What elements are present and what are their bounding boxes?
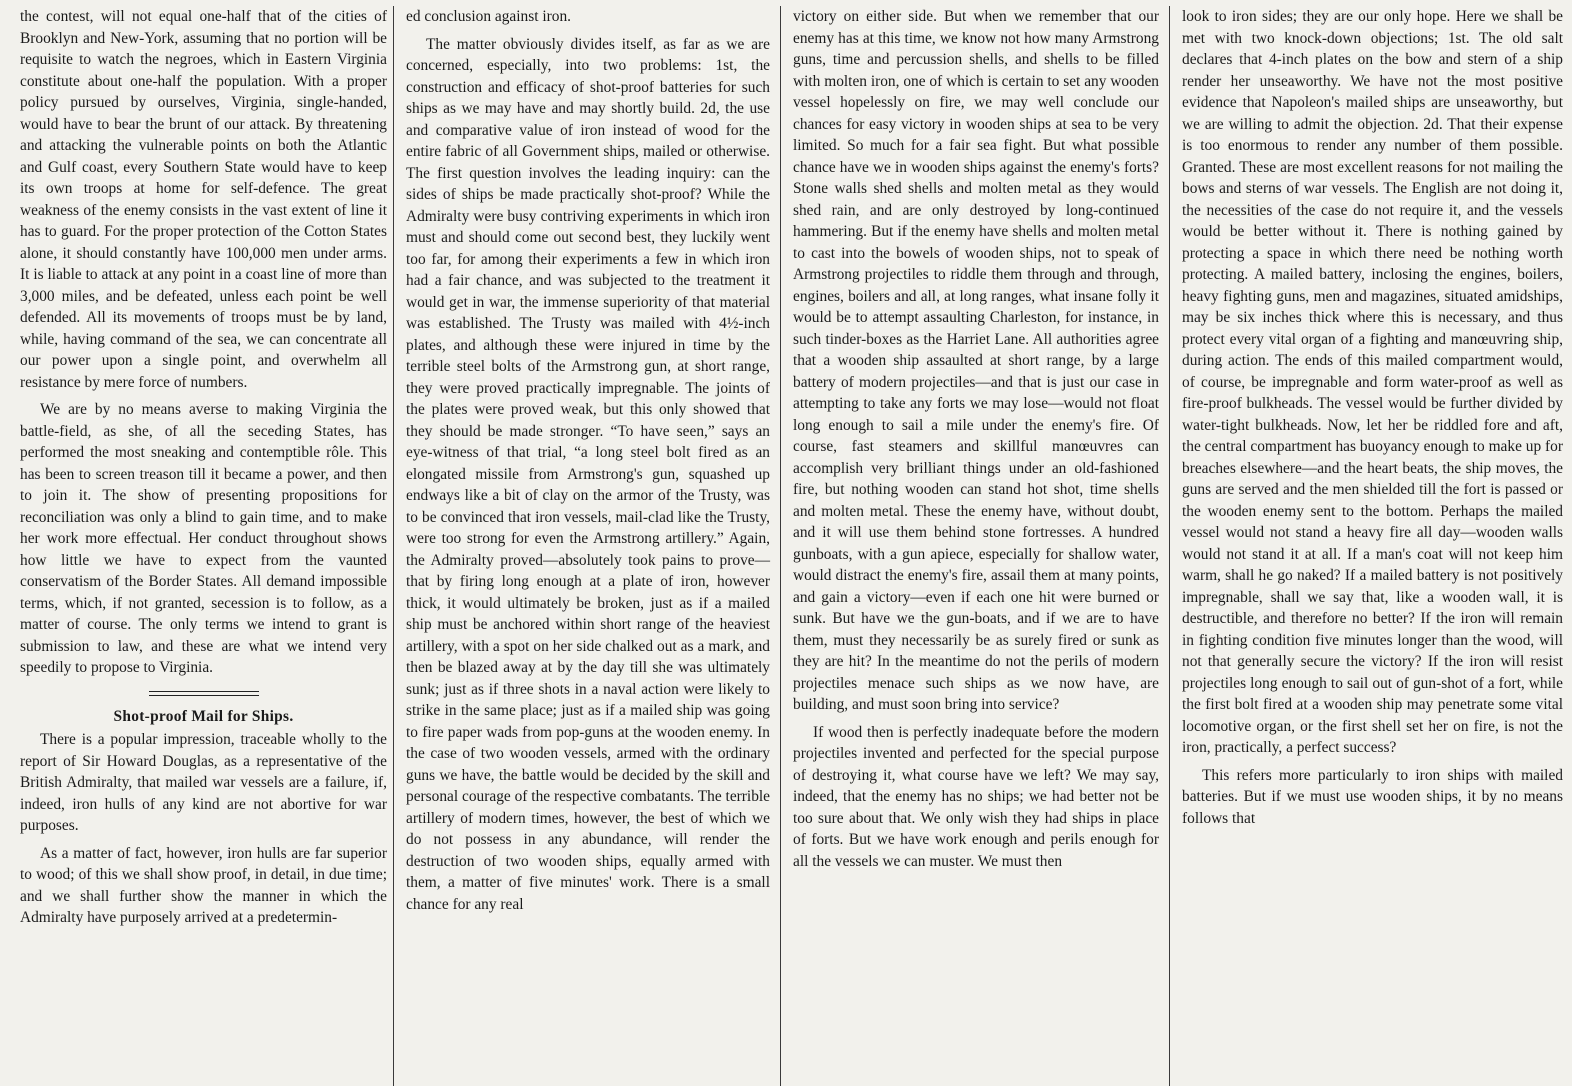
column-3 (781, 6, 1169, 1086)
paragraph: ed conclusion against iron. (406, 8, 571, 25)
paragraph: As a matter of fact, however, iron hulls are far superior to wood; of this we shall show proof, in detail, in due time; and we shall further show the manner in which the Admiralty have purposely arrived at a predetermin- (20, 844, 387, 926)
paragraph: The matter obviously divides itself, as far as we are concerned, especially, into two problems: 1st, the construction and efficacy of shot-proof batteries for such ships as we may have and may shortly build. 2d, the use and comparative value of iron instead of wood for the entire fabric of all Government ships, mailed or otherwise. The first question involves the leading inquiry: can the sides of ships be made practically shot-proof? While the Admiralty were busy contriving experiments in which iron must and should come out second best, they luckily went too far, for among their experiments a few in which iron had a fair chance, and was subjected to the treatment it would get in war, the immense superiority of that material was established. The Trusty was mailed with 4½-inch plates, and although these were injured in time by the terrible steel bolts of the Armstrong gun, at short range, they were proved practically impregnable. The joints of the plates were proved weak, but this only showed that they should be made stronger. “To have seen,” says an eye-witness of that trial, “a long steel bolt fired as an elongated missile from Armstrong's gun, squashed up endways like a bit of clay on the armor of the Trusty, was to be convinced that iron vessels, mail-clad like the Trusty, were too strong for even the Armstrong artillery.” Again, the Admiralty proved—absolutely took pains to prove—that by firing long enough at a plate of iron, however thick, it would ultimately be broken, just as if a mailed ship must be anchored within short range of the heaviest artillery, with a spot on her side chalked out as a mark, and then be blazed away at by the day till she was ultimately sunk; just as if three shots in a naval action were likely to strike in the same place; just as if a mailed ship was going to fire paper wads from pop-guns at the wooden enemy. In the case of two wooden vessels, armed with the ordinary guns we have, the battle would be decided by the skill and personal courage of the respective combatants. The terrible artillery of modern times, however, the best of which we do not possess in any abundance, will render the destruction of two wooden ships, equally armed with them, a matter of five minutes' work. There is a small chance for any real (406, 35, 770, 913)
paragraph: There is a popular impression, traceable wholly to the report of Sir Howard Douglas, as a representative of the British Admiralty, that mailed war vessels are a failure, if, indeed, iron hulls of any kind are not abortive for war purposes. (20, 731, 387, 834)
paragraph: the contest, will not equal one-half that of the cities of Brooklyn and New-York, assuming that no portion will be requisite to watch the negroes, which in Eastern Virginia constitute about one-half the population. With a proper policy pursued by ourselves, Virginia, single-handed, would have to bear the brunt of our attack. By threatening and attacking the vulnerable points on both the Atlantic and Gulf coast, every Southern State would have to keep its own troops at home for self-defence. The great weakness of the enemy consists in the vast extent of line it has to guard. For the proper protection of the Cotton States alone, it should constantly have 100,000 men under arms. It is liable to attack at any point in a coast line of more than 3,000 miles, and be defeated, unless each point be well defended. All its movements of troops must be by land, while, having command of the sea, we can concentrate all our power upon a single point, and overwhelm all resistance by mere force of numbers. (20, 8, 387, 391)
paragraph: look to iron sides; they are our only hope. Here we shall be met with two knock-down objections; 1st. The old salt declares that 4-inch plates on the bow and stern of a ship render her unseaworthy. We have not the most positive evidence that Napoleon's mailed ships are unseaworthy, but we are willing to admit the objection. 2d. That their expense is too enormous to render any number of them possible. Granted. These are most excellent reasons for not mailing the bows and sterns of war vessels. The English are not doing it, the necessities of the case do not require it, and the vessels would be better without it. There is nothing gained by protecting a space in which there need be nothing worth protecting. A mailed battery, inclosing the engines, boilers, heavy fighting guns, men and magazines, situated amidships, may be six inches thick where this is necessary, and thus protect every vital organ of a fighting and manœuvring ship, during action. The ends of this mailed compartment would, of course, be impregnable and form water-proof as well as fire-proof bulkheads. The vessel would be further divided by water-tight bulkheads. Now, let her be riddled fore and aft, the central compartment has buoyancy enough to make up for breaches elsewhere—and the heart beats, the ship moves, the guns are served and the men shielded till the fort is passed or the wooden enemy sent to the bottom. Perhaps the mailed vessel would not stand a heavy fire all day—wooden walls would not stand it at all. If a man's coat will not keep him warm, shall he go naked? If a mailed battery is not positively impregnable, shall we say that, like a wooden wall, it is destructible, and therefore no better? If the iron will remain in fighting condition five minutes longer than the wood, will not that generally secure the victory? If the iron will resist projectiles long enough to sail out of gun-shot of a fort, while the first bolt fired at a wooden ship may penetrate some vital locomotive organ, or the first shell set her on fire, is not the iron, practically, a perfect success? (1182, 8, 1563, 756)
paragraph: If wood then is perfectly inadequate before the modern projectiles invented and perfected for the special purpose of destroying it, what course have we left? We may say, indeed, that the enemy has no ships; we had better not be too sure about that. We only wish they had ships in place of forts. But we have work enough and perils enough for all the vessels we can muster. We must then (793, 723, 1159, 870)
article-headline: Shot-proof Mail for Ships. (113, 707, 294, 725)
column-4 (1170, 6, 1569, 1086)
paragraph: victory on either side. But when we remember that our enemy has at this time, we know not how many Armstrong guns, time and percussion shells, and shells to be filled with molten iron, one of which is certain to set any wooden vessel hopelessly on fire, we may well conclude our chances for easy victory in wooden ships at sea to be very limited. So much for a fair sea fight. But what possible chance have we in wooden ships against the enemy's forts? Stone walls shed shells and molten metal as they would shed rain, and are only destroyed by long-continued hammering. But if the enemy have shells and molten metal to cast into the bowels of wooden ships, not to speak of Armstrong projectiles to riddle them through and through, engines, boilers and all, at long ranges, what insane folly it would be to attempt assaulting Charleston, for instance, in such tinder-boxes as the Harriet Lane. All authorities agree that a wooden ship assaulted at short range, by a large battery of modern projectiles—and that is just our case in attempting to take any forts we may lose—would not float long enough to sail a mile under the enemy's fire. Of course, fast steamers and skillful manœuvres can accomplish very brilliant things under an old-fashioned fire, but nothing wooden can stand hot shot, time shells and molten metal. These the enemy have, without doubt, and it will use them behind stone fortresses. A hundred gunboats, with a gun apiece, especially for shallow water, would distract the enemy's fire, assail them at many points, and gain a victory—even if each one hit were burned or sunk. But have we the gun-boats, and if we are to have them, must they necessarily be as surely fired or sunk as they are hit? In the meantime do not the perils of modern projectiles menace such ships as we now have, are building, and must soon bring into service? (793, 8, 1159, 713)
paragraph: This refers more particularly to iron ships with mailed batteries. But if we must use wooden ships, it by no means follows that (1182, 766, 1563, 827)
column-2 (394, 6, 780, 1086)
section-divider (149, 691, 259, 696)
column-1 (6, 6, 393, 1086)
paragraph: We are by no means averse to making Virginia the battle-field, as she, of all the seceding States, has performed the most sneaking and contemptible rôle. This has been to screen treason till it became a power, and then to join it. The show of presenting propositions for reconciliation was only a blind to gain time, and to make her work more effectual. Her conduct throughout shows how little we have to expect from the vaunted conservatism of the Border States. All demand impossible terms, which, if not granted, secession is to follow, as a matter of course. The only terms we intend to grant is submission to law, and these are what we intend very speedily to propose to Virginia. (20, 401, 387, 676)
